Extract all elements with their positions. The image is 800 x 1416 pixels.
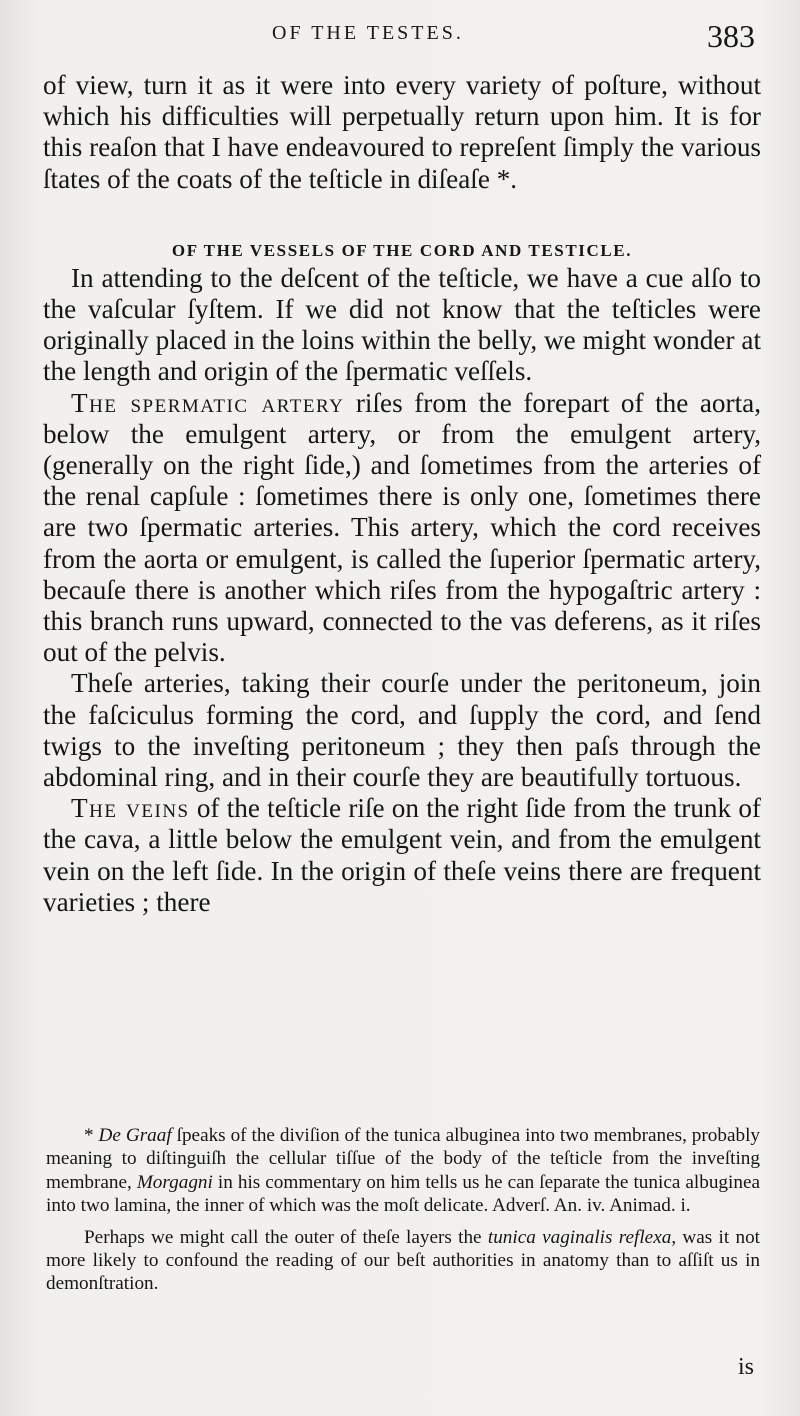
footnote-1-text-b: in his commentary on him tells us he can ſeparate the tunica albuginea into two lamina, the inner of which was the moſt delicate. Adverſ. An. iv. Animad. i.: [46, 1171, 760, 1217]
section-heading: OF THE VESSELS OF THE CORD AND TESTICLE.: [171, 240, 633, 260]
running-head: [0, 18, 800, 58]
footnote-author-de-graaf: De Graaf: [98, 1125, 172, 1146]
body-text: [43, 70, 761, 918]
footnote-1-text-a: ſpeaks of the diviſion of the tunica albuginea into two membranes, probably meaning to diſtinguiſh the cellular tiſſue of the body of the teſticle from the inveſting membrane,: [46, 1125, 761, 1193]
heading-spacer: [43, 195, 761, 239]
spermatic-artery-lead: The spermatic artery: [71, 387, 345, 418]
footnote-2-text-b: , was it not more likely to confound the reading of our beſt authorities in anatomy than to aſſiſt us in demonſtration.: [46, 1226, 760, 1295]
catchword: is: [738, 1354, 755, 1380]
footnote-2: [46, 1226, 760, 1296]
paragraph-arteries-course: Theſe arteries, taking their courſe under the peritoneum, join the faſciculus forming the cord, and ſupply the cord, and ſend twigs to the inveſting peritoneum ; they then paſs through the abdominal ring, and in their courſe they are beautifully tortuous.: [43, 668, 761, 793]
veins-lead: The veins: [71, 793, 190, 824]
footnote-author-morgagni: Morgagni: [136, 1171, 213, 1193]
footnote-2-text-a: Perhaps we might call the outer of theſe layers the: [84, 1226, 488, 1248]
footnote-1: [46, 1124, 760, 1218]
veins-text: of the teſticle riſe on the right ſide from the trunk of the cava, a little below the emulgent vein, and from the emulgent vein on the left ſide. In the origin of theſe veins there are frequent varieties ; there: [43, 793, 761, 917]
footnote-marker: *: [84, 1125, 99, 1146]
paragraph-continued: of view, turn it as it were into every variety of poſture, without which his difficulties will perpetually return upon him. It is for this reaſon that I have endeavoured to repreſent ſimply the various ſtates of the coats of the teſticle in diſeaſe *.: [43, 70, 761, 194]
paragraph-spermatic-artery: [43, 388, 761, 669]
running-title: OF THE TESTES.: [272, 22, 464, 44]
paragraph-descent: In attending to the deſcent of the teſticle, we have a cue alſo to the vaſcular ſyſtem. If we did not know that the teſticles were originally placed in the loins within the belly, we might wonder at the length and origin of the ſpermatic veſſels.: [43, 262, 761, 387]
footnotes: [46, 1124, 760, 1296]
footnote-term: tunica vaginalis reflexa: [487, 1226, 672, 1248]
spermatic-artery-text: riſes from the forepart of the aorta, below the emulgent artery, or from the emulgent artery, (generally on the right ſide,) and ſometimes from the arteries of the renal capſule : ſometimes there is only one, ſometimes there are two ſpermatic arteries. This artery, which the cord receives from the aorta or emulgent, is called the ſuperior ſpermatic artery, becauſe there is another which riſes from the hypogaſtric artery : this branch runs upward, connected to the vas deferens, as it riſes out of the pelvis.: [43, 387, 761, 668]
paragraph-veins: [43, 793, 761, 918]
page-number: 383: [707, 18, 755, 54]
